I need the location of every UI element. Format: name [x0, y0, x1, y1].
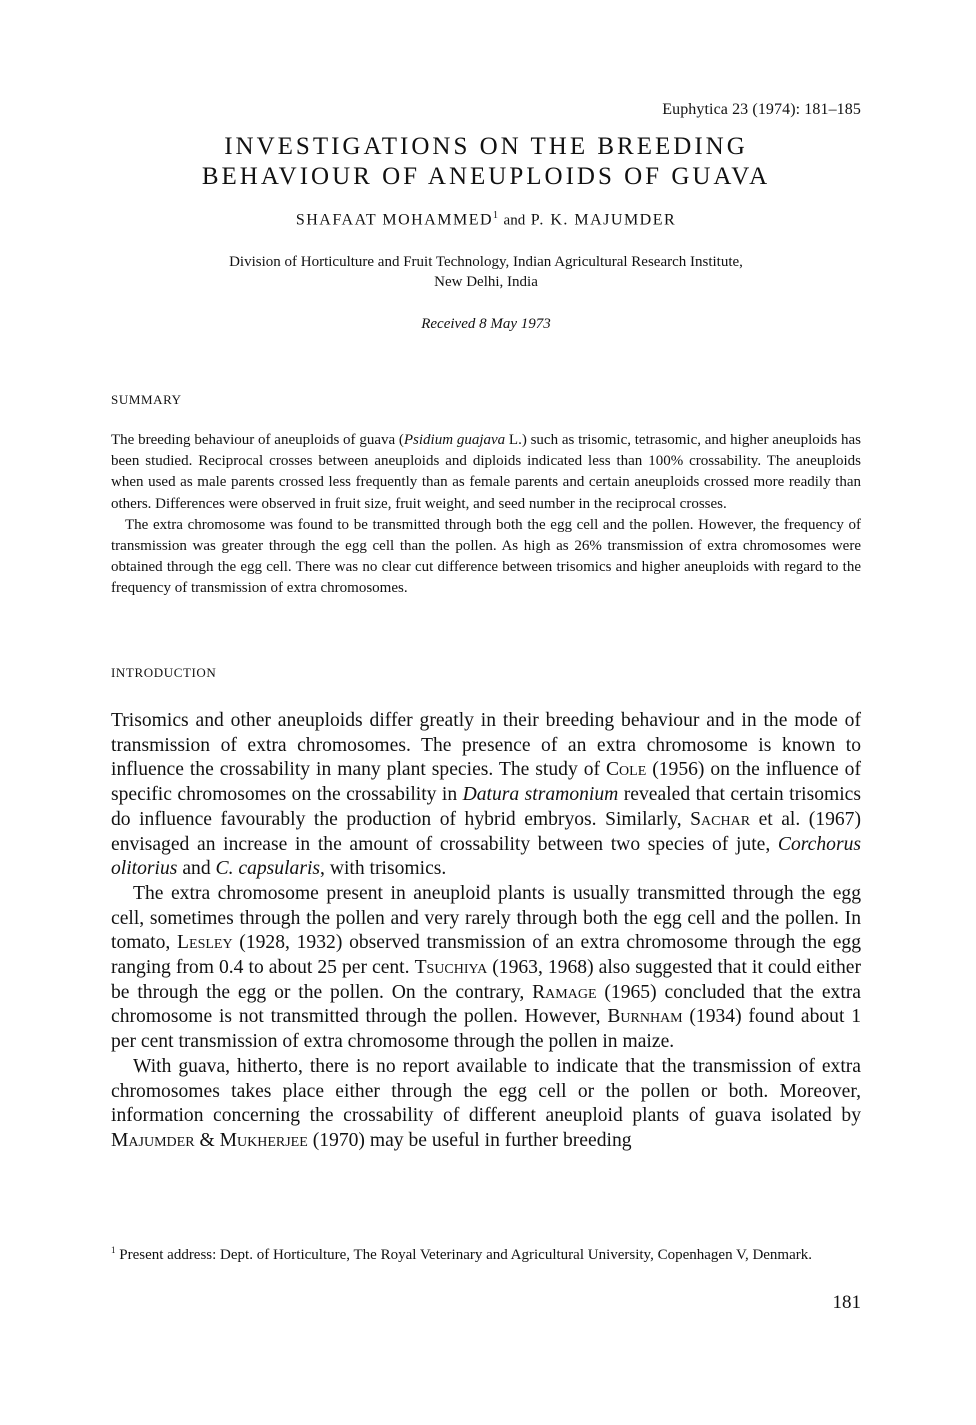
intro-text: et al. (1967) envisaged an increase in the amount of crossability between two species of jute, — [111, 808, 861, 855]
author-conjunction: and — [503, 212, 526, 229]
intro-text: (1934) found about 1 per cent transmission of extra chromosome through the pollen in maize. — [111, 1006, 861, 1053]
footnote-mark: 1 — [111, 1245, 116, 1255]
paper-title — [111, 132, 861, 192]
citation-author: Ramage — [532, 981, 597, 1003]
citation-author: Lesley — [177, 932, 233, 954]
affiliation — [111, 252, 861, 292]
footnote-text: Present address: Dept. of Horticulture, The Royal Veterinary and Agricultural University, Copenhagen V, Denmark. — [115, 1247, 813, 1263]
author-2: P. K. MAJUMDER — [530, 211, 677, 229]
intro-text: revealed that certain trisomics do influence favourably the production of hybrid embryos. Similarly, — [111, 784, 862, 830]
intro-paragraph-2 — [111, 882, 861, 1055]
journal-reference: Euphytica 23 (1974): 181–185 — [662, 101, 861, 118]
title-line-1: INVESTIGATIONS ON THE BREEDING — [224, 133, 748, 160]
intro-text: (1963, 1968) also suggested that it could either be through the egg or the pollen. On the contrary, — [111, 957, 861, 1003]
species-name: Datura stramonium — [462, 784, 619, 806]
summary-text: The breeding behaviour of aneuploids of guava ( — [111, 432, 404, 448]
intro-text: and — [177, 858, 216, 880]
intro-paragraph-1 — [111, 709, 861, 882]
summary-paragraph-2: The extra chromosome was found to be transmitted through both the egg cell and the pollen. However, the frequency of transmission was greater through the egg cell than the pollen. As high as 26% transmission of extra chromosomes were obtained through the egg cell. There was no clear cut difference between trisomics and higher aneuploids with regard to the frequency of transmission of extra chromosomes. — [111, 516, 861, 597]
species-name: Psidium guajava — [403, 432, 506, 448]
affiliation-line-2: New Delhi, India — [434, 274, 538, 290]
intro-text: & — [194, 1129, 220, 1151]
summary-heading: SUMMARY — [111, 392, 182, 407]
affiliation-line-1: Division of Horticulture and Fruit Technology, Indian Agricultural Research Institute, — [229, 254, 743, 270]
citation-author: Tsuchiya — [414, 957, 488, 979]
introduction-heading: INTRODUCTION — [111, 665, 217, 680]
citation-author: Sachar — [690, 808, 751, 830]
intro-text: (1956) on the influence of specific chromosomes on the crossability in — [111, 759, 861, 806]
species-name: C. capsularis — [215, 858, 321, 880]
intro-text: (1965) concluded that the extra chromosome is not transmitted through the pollen. However, — [111, 981, 862, 1028]
author-list — [111, 210, 861, 229]
citation-author: Burnham — [607, 1006, 683, 1028]
introduction-section — [111, 709, 861, 1154]
summary-text: L.) such as trisomic, tetrasomic, and higher aneuploids has been studied. Reciprocal crosses between aneuploids and diploids indicated less than 100% crossability. The aneuploids when used as male parents crossed less frequently than as female parents and certain aneuploids crossed more readily than others. Differences were observed in fruit size, fruit weight, and seed number in the reciprocal crosses. — [111, 432, 861, 512]
citation-author: Mukherjee — [219, 1129, 308, 1151]
intro-text: (1970) may be useful in further breeding — [307, 1129, 632, 1151]
intro-text: (1928, 1932) observed transmission of an extra chromosome through the egg ranging from 0.4 to about 25 per cent. — [111, 932, 861, 979]
author-1: SHAFAAT MOHAMMED — [295, 211, 494, 229]
page-number: 181 — [832, 1292, 861, 1313]
intro-text: The extra chromosome present in aneuploid plants is usually transmitted through the egg cell, sometimes through the pollen and very rarely through both the egg cell and the pollen. In tomato, — [111, 882, 861, 954]
citation-author: Majumder — [111, 1129, 195, 1151]
summary-section — [111, 430, 861, 600]
footnote — [111, 1240, 861, 1265]
intro-paragraph-3 — [111, 1055, 861, 1154]
intro-text: With guava, hitherto, there is no report available to indicate that the transmission of extra chromosomes takes place either through the egg cell or the pollen or both. Moreover, information concerning the crossability of different aneuploid plants of guava isolated by — [111, 1055, 861, 1127]
author-1-footnote-mark: 1 — [493, 210, 499, 221]
citation-author: Cole — [605, 759, 647, 781]
summary-paragraph-1 — [111, 430, 861, 515]
received-date: Received 8 May 1973 — [421, 316, 551, 332]
intro-text: Trisomics and other aneuploids differ greatly in their breeding behaviour and in the mode of transmission of extra chromosomes. The presence of an extra chromosome is known to influence the crossability in many plant species. The study of — [111, 710, 861, 781]
title-line-2: BEHAVIOUR OF ANEUPLOIDS OF GUAVA — [201, 163, 771, 190]
intro-text: , with trisomics. — [320, 858, 447, 880]
species-name: Corchorus olitorius — [111, 833, 861, 880]
